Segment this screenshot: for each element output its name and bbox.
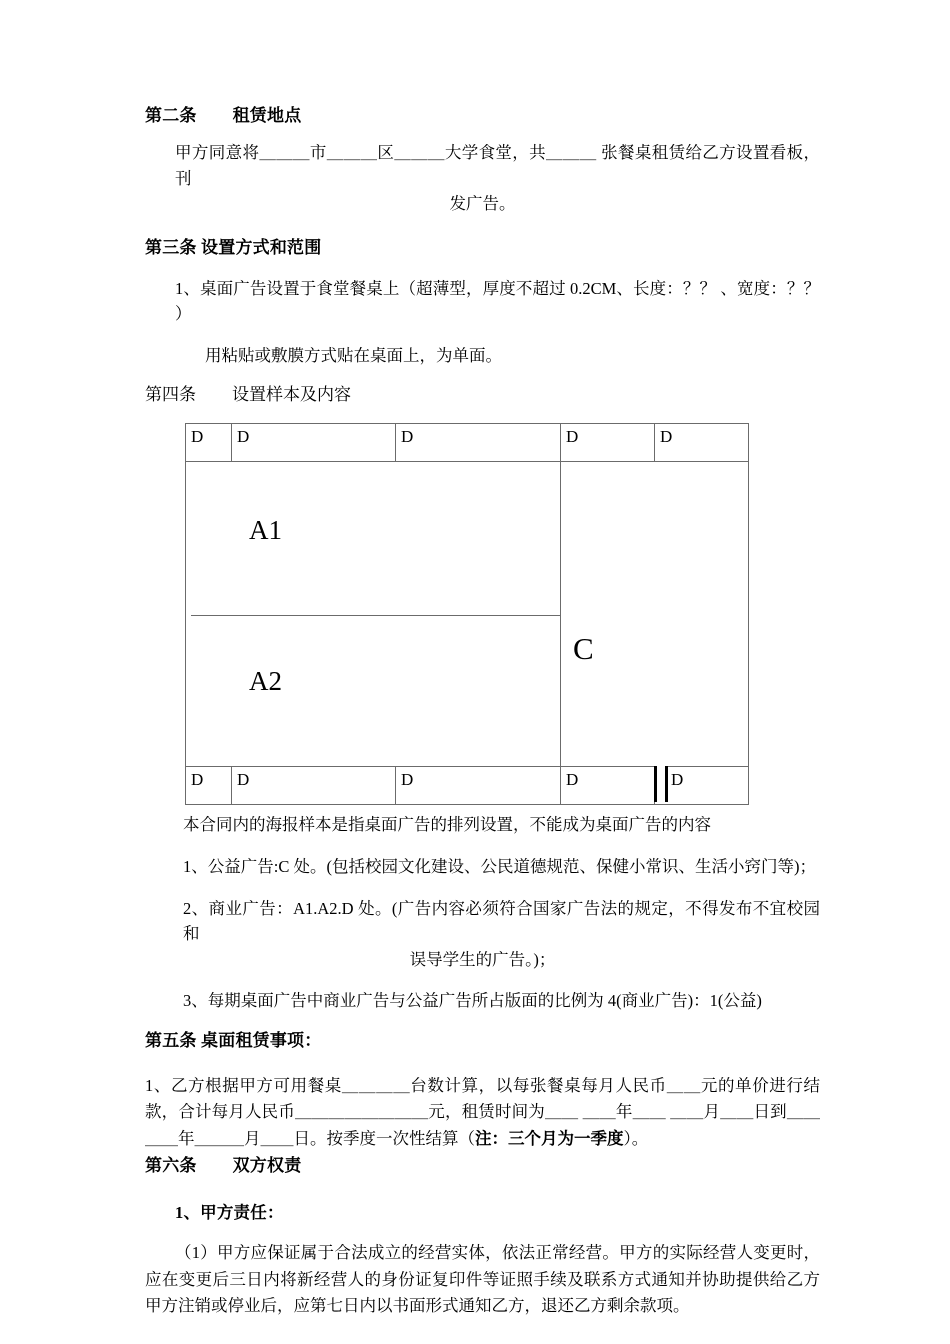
cell-top-d-3: D [396,424,561,462]
cell-bottom-d-4: D [561,767,655,805]
clause-6-body: （1）甲方应保证属于合法成立的经营实体，依法正常经营。甲方的实际经营人变更时，应在变更后三日内将新经营人的身份证复印件等证照手续及联系方式通知并协助提供给乙方甲方注销或停业后，应第七日内以书面形式通知乙方，退还乙方剩余款项。 [145,1243,820,1316]
table-note-3: 3、每期桌面广告中商业广告与公益广告所占版面的比例为 4(商业广告)：1(公益) [183,991,762,1011]
table-row-bottom-d [186,767,749,805]
clause-4-heading [145,384,820,407]
inner-table-a [191,465,560,766]
table-row-a2 [191,616,560,767]
cell-group-a [186,462,561,767]
table-note-1: 1、公益广告:C 处。(包括校园文化建设、公民道德规范、保健小常识、生活小窍门等)； [183,856,816,876]
clause-2-heading-title: 租赁地点 [232,106,302,125]
clause-6-sub-heading: 1、甲方责任： [175,1202,284,1222]
clause-5-heading: 第五条 桌面租赁事项： [145,1030,322,1050]
table-row-middle [186,462,749,767]
cell-bottom-d-5 [655,767,749,805]
clause-3-line-1: 1、桌面广告设置于食堂餐桌上（超薄型，厚度不超过 0.2CM、长度：？？ 、宽度：？？ ） [175,278,820,324]
clause-6-heading [145,1155,820,1178]
cell-top-d-1: D [186,424,232,462]
cell-a2 [191,616,560,767]
table-row-a1 [191,465,560,616]
clause-4-heading-number: 第四条 [145,385,196,405]
clause-3-heading: 第三条 设置方式和范围 [145,237,322,257]
cell-top-d-2: D [232,424,396,462]
table-note-2-continued: 误导学生的广告。)； [409,949,556,969]
sample-table [185,423,749,805]
clause-2-line-1: 甲方同意将＿＿＿市＿＿＿区＿＿＿大学食堂，共＿＿＿ 张餐桌租赁给乙方设置看板，刊 [175,142,820,188]
clause-5-body-tail: ）。 [623,1129,649,1149]
clause-3-line-2: 用粘贴或敷膜方式贴在桌面上，为单面。 [205,345,502,365]
cell-top-d-5: D [655,424,749,462]
clause-5-body-note: 注：三个月为一季度 [475,1129,624,1149]
clause-4-heading-title: 设置样本及内容 [232,385,351,405]
label-c: C [573,631,594,667]
cell-bottom-d-1: D [186,767,232,805]
clause-2-heading [145,105,820,128]
cell-bottom-d-2: D [232,767,396,805]
table-row-top-d [186,424,749,462]
clause-2-line-2: 发广告。 [449,194,516,214]
label-a2: A2 [249,666,282,697]
clause-5-body [145,1073,820,1153]
clause-2-heading-number: 第二条 [145,106,197,125]
cell-a1 [191,465,560,616]
cell-top-d-4: D [561,424,655,462]
clause-5-body-text: 1、乙方根据甲方可用餐桌＿＿＿＿台数计算，以每张餐桌每月人民币＿＿元的单价进行结款，合计每月人民币＿＿＿＿＿＿＿＿元，租赁时间为＿＿ ＿＿年＿＿ ＿＿月＿＿日到＿＿ ＿＿年＿＿＿月＿＿日。按季度一次性结算（ [145,1075,820,1149]
clause-6-heading-number: 第六条 [145,1155,197,1175]
clause-6-heading-title: 双方权责 [232,1155,302,1175]
cell-bottom-d-5-label: D [671,770,684,790]
thick-divider-bar [654,766,668,802]
table-caption: 本合同内的海报样本是指桌面广告的排列设置，不能成为桌面广告的内容 [183,815,711,835]
cell-c [561,462,749,767]
table-note-2: 2、商业广告：A1.A2.D 处。(广告内容必须符合国家广告法的规定，不得发布不宜校园和 [183,898,820,944]
label-a1: A1 [249,515,282,546]
advertisement-layout-diagram [185,423,718,805]
cell-bottom-d-3: D [396,767,561,805]
